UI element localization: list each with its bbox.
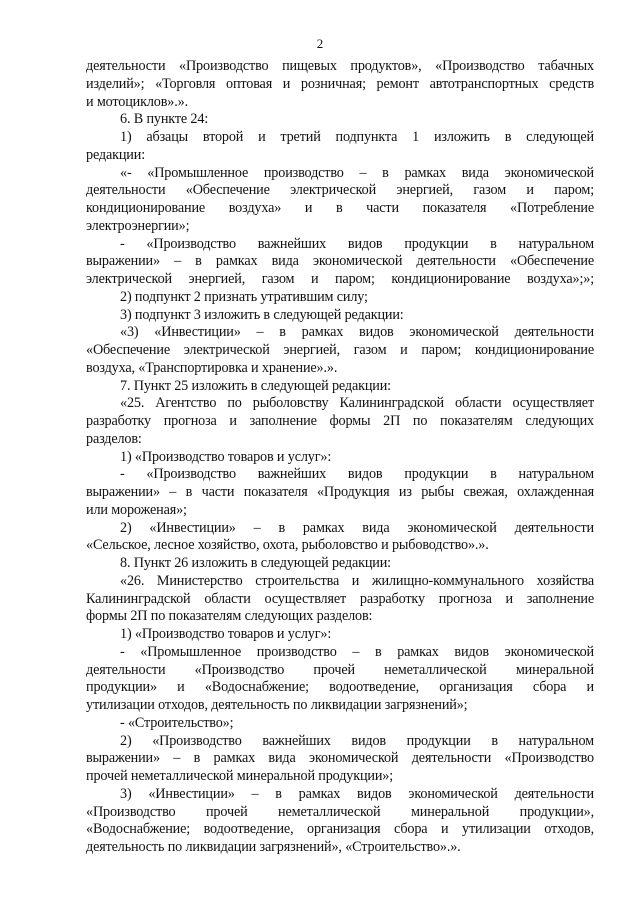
text-line: «Обеспечение электрической энергией, газом и паром; кондиционирование [86, 342, 594, 358]
text-line: деятельности «Производство пищевых продуктов», «Производство табачных [86, 58, 594, 74]
text-line: утилизации отходов, деятельность по ликвидации загрязнений»; [86, 697, 468, 713]
text-line: деятельности «Обеспечение электрической энергией, газом и паром; [86, 182, 594, 199]
text-line: и мотоциклов».». [86, 93, 188, 110]
text-line: 2) подпункт 2 признать утратившим силу; [120, 288, 368, 305]
text-line: прочей неметаллической минеральной продукции»; [86, 768, 394, 784]
text-line: 3) «Инвестиции» – в рамках видов экономической деятельности [120, 785, 594, 802]
text-line: 1) абзацы второй и третий подпункта 1 изложить в следующей [120, 129, 594, 145]
text-line: «3) «Инвестиции» – в рамках видов экономической деятельности [120, 324, 594, 341]
text-line: «26. Министерство строительства и жилищно-коммунального хозяйства [120, 572, 594, 589]
text-line: «25. Агентство по рыболовству Калининградской области осуществляет [120, 395, 594, 412]
text-line: разработку прогноза и заполнение формы 2П по показателям следующих [86, 413, 594, 429]
text-line: кондиционирование воздуха» и в части показателя «Потребление [86, 200, 594, 216]
text-line: 8. Пункт 26 изложить в следующей редакции: [120, 555, 391, 571]
text-line: - «Производство важнейших видов продукции в натуральном [120, 466, 594, 483]
text-line: Калининградской области осуществляет разработку прогноза и заполнение [86, 590, 594, 607]
text-line: редакции: [86, 146, 145, 163]
text-line: «Производство прочей неметаллической минеральной продукции», [86, 803, 594, 820]
text-line: разделов: [86, 430, 142, 447]
text-line: 3) подпункт 3 изложить в следующей редакции: [120, 306, 404, 323]
text-line: или мороженая»; [86, 501, 187, 518]
page-number: 2 [316, 36, 324, 51]
text-line: - «Производство важнейших видов продукции в натуральном [120, 235, 594, 252]
text-line: выражении» – в рамках вида экономической деятельности «Обеспечение [86, 253, 594, 270]
text-line: 7. Пункт 25 изложить в следующей редакции: [120, 377, 391, 394]
text-line: 1) «Производство товаров и услуг»: [120, 626, 332, 642]
text-line: выражении» – в части показателя «Продукция из рыбы свежая, охлажденная [86, 484, 594, 500]
text-line: изделий»; «Торговля оптовая и розничная; ремонт автотранспортных средств [86, 75, 594, 92]
text-line: 2) «Производство важнейших видов продукции в натуральном [120, 732, 594, 749]
text-line: электроэнергии»; [86, 217, 190, 234]
text-line: «Водоснабжение; водоотведение, организация сбора и утилизации отходов, [86, 821, 594, 838]
text-line: 2) «Инвестиции» – в рамках вида экономической деятельности [120, 519, 594, 536]
text-line: выражении» – в рамках вида экономической деятельности «Производство [86, 750, 594, 767]
text-line: продукции» и «Водоснабжение; водоотведение, организация сбора и [86, 679, 594, 696]
text-line: «Сельское, лесное хозяйство, охота, рыболовство и рыбоводство».». [86, 537, 489, 554]
text-line: 1) «Производство товаров и услуг»: [120, 448, 332, 465]
text-line: воздуха, «Транспортировка и хранение».». [86, 359, 338, 376]
document-body [86, 58, 594, 857]
text-line: - «Промышленное производство – в рамках видов экономической [120, 643, 594, 660]
text-line: 6. В пункте 24: [120, 111, 209, 128]
text-line: «- «Промышленное производство – в рамках вида экономической [120, 164, 594, 181]
text-line: формы 2П по показателям следующих разделов: [86, 608, 373, 625]
text-line: - «Строительство»; [120, 714, 234, 731]
text-line: деятельности «Производство прочей неметаллической минеральной [86, 661, 594, 678]
text-line: электрической энергией, газом и паром; кондиционирование воздуха»;»; [86, 271, 594, 287]
text-line: деятельность по ликвидации загрязнений», «Строительство».». [86, 839, 461, 855]
